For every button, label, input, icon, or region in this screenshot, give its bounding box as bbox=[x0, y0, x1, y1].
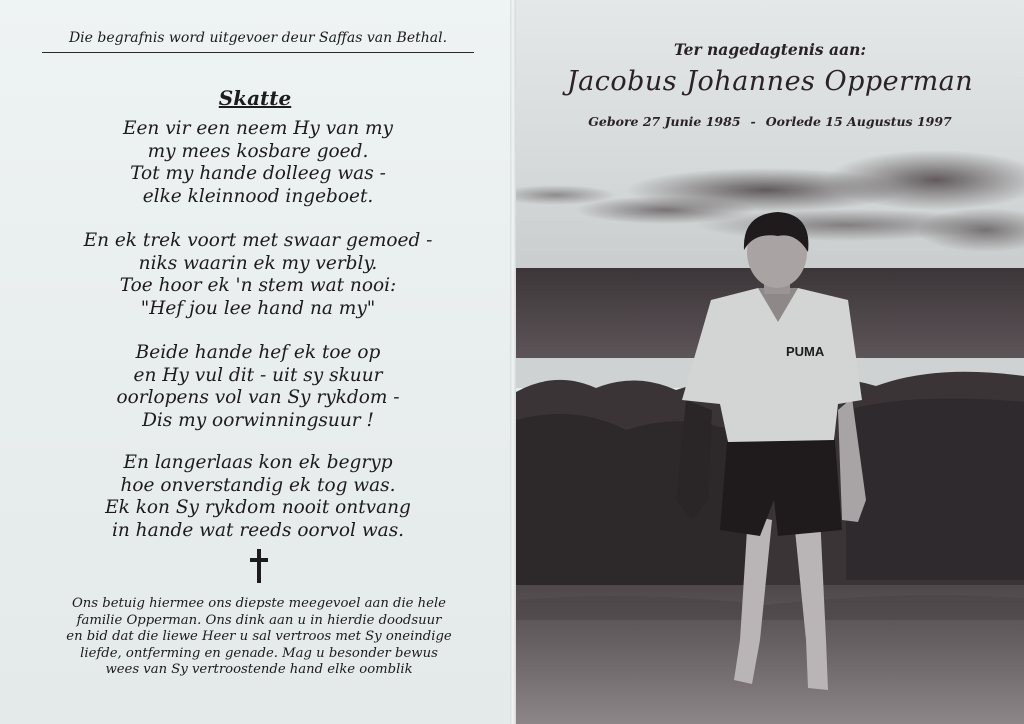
condolence-line: Ons betuig hiermee ons diepste meegevoel aan die hele bbox=[72, 596, 446, 611]
death-date: Oorlede 15 Augustus 1997 bbox=[765, 114, 952, 129]
poem-stanza-4 bbox=[0, 452, 510, 542]
birth-date: Gebore 27 Junie 1985 bbox=[588, 114, 741, 129]
poem-line: niks waarin ek my verbly. bbox=[138, 252, 378, 274]
poem-line: en Hy vul dit - uit sy skuur bbox=[133, 364, 383, 386]
poem-line: hoe onverstandig ek tog was. bbox=[120, 474, 396, 496]
life-dates bbox=[516, 114, 1024, 129]
poem-line: Ek kon Sy rykdom nooit ontvang bbox=[105, 497, 411, 518]
condolence-message bbox=[28, 596, 490, 679]
poem-line: Toe hoor ek 'n stem wat nooi: bbox=[119, 275, 397, 296]
poem-line: Beide hande hef ek toe op bbox=[135, 342, 381, 363]
poem-line: Een vir een neem Hy van my bbox=[122, 118, 393, 139]
condolence-line: familie Opperman. Ons dink aan u in hierdie doodsuur bbox=[76, 612, 442, 628]
poem-stanza-1 bbox=[0, 118, 510, 208]
right-page bbox=[516, 0, 1024, 724]
memory-label: Ter nagedagtenis aan: bbox=[673, 40, 867, 59]
cross-icon bbox=[247, 548, 271, 584]
poem-stanza-3 bbox=[0, 342, 510, 432]
poem-line: En ek trek voort met swaar gemoed - bbox=[83, 230, 433, 251]
deceased-name: Jacobus Johannes Opperman bbox=[566, 66, 974, 97]
poem-line: elke kleinnood ingeboet. bbox=[142, 185, 374, 207]
poem-line: in hande wat reeds oorvol was. bbox=[111, 519, 405, 541]
left-page bbox=[0, 0, 510, 724]
poem-line: Tot my hande dolleeg was - bbox=[130, 163, 386, 184]
memorial-photo bbox=[516, 0, 1024, 724]
poem-line: oorlopens vol van Sy rykdom - bbox=[116, 387, 400, 408]
condolence-line: wees van Sy vertroostende hand elke oomblik bbox=[105, 662, 413, 677]
poem-stanza-2 bbox=[0, 230, 510, 320]
poem-line: En langerlaas kon ek begryp bbox=[123, 452, 393, 473]
funeral-director-line: Die begrafnis word uitgevoer deur Saffas van Bethal. bbox=[42, 30, 474, 53]
condolence-line: liefde, ontferming en genade. Mag u besonder bewus bbox=[80, 645, 438, 661]
poem-title: Skatte bbox=[218, 86, 292, 110]
shirt-logo: PUMA bbox=[786, 344, 825, 359]
condolence-line: en bid dat die liewe Heer u sal vertroos met Sy oneindige bbox=[66, 629, 452, 644]
poem-line: Dis my oorwinningsuur ! bbox=[142, 409, 374, 431]
date-separator: - bbox=[750, 114, 756, 129]
poem-line: my mees kosbare goed. bbox=[147, 140, 369, 162]
poem-line: "Hef jou lee hand na my" bbox=[140, 297, 376, 319]
